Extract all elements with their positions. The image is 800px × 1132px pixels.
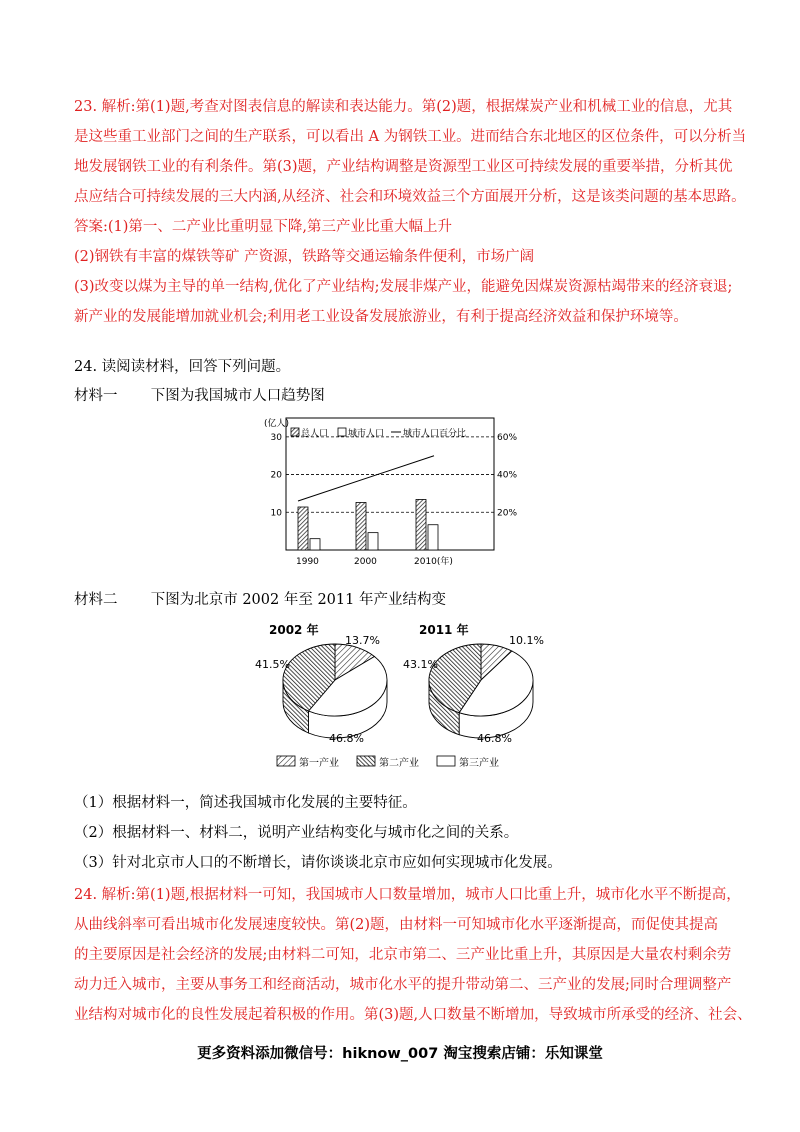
x-tick-label: 1990 bbox=[296, 557, 319, 567]
q24-stem: 24. 读阅读材料，回答下列问题。 bbox=[74, 359, 291, 375]
pie-2002-label-secondary: 41.5% bbox=[255, 658, 290, 671]
answer-1: 答案:(1)第一、二产业比重明显下降,第三产业比重大幅上升 bbox=[74, 219, 453, 235]
pie-2011-title: 2011 年 bbox=[419, 623, 469, 637]
bar-urban-population bbox=[310, 539, 320, 550]
bar-urban-population bbox=[428, 525, 438, 550]
legend-primary: 第一产业 bbox=[299, 758, 339, 769]
y-tick-label: 10 bbox=[270, 508, 282, 519]
x-tick-label: 2000 bbox=[354, 557, 377, 567]
text-line: 23. 解析:第(1)题,考查对图表信息的解读和表达能力。第(2)题，根据煤炭产业和机械工业的信息，尤其 bbox=[74, 99, 733, 115]
y2-tick-label: 20% bbox=[497, 508, 518, 519]
pie-2002-label-primary: 13.7% bbox=[345, 634, 380, 647]
material2-caption: 下图为北京市 2002 年至 2011 年产业结构变 bbox=[150, 592, 446, 608]
text-line: 24. 解析:第(1)题,根据材料一可知，我国城市人口数量增加，城市人口比重上升，城市化水平不断提高， bbox=[74, 887, 741, 903]
bar-urban-population bbox=[368, 533, 378, 550]
legend-swatch-secondary bbox=[357, 756, 375, 766]
x-tick-label: 2010(年) bbox=[414, 557, 453, 567]
legend-tertiary: 第三产业 bbox=[459, 758, 499, 769]
urban-population-chart bbox=[262, 414, 518, 570]
question-3: （3）针对北京市人口的不断增长，请你谈谈北京市应如何实现城市化发展。 bbox=[74, 855, 562, 871]
material2-label: 材料二 bbox=[74, 592, 118, 608]
material2-heading bbox=[74, 588, 446, 609]
pie-2002-label-tertiary: 46.8% bbox=[329, 732, 364, 745]
legend-urban: 城市人口 bbox=[348, 429, 385, 439]
pie-2011-label-primary: 10.1% bbox=[509, 634, 544, 647]
text-line: 的主要原因是社会经济的发展;由材料二可知，北京市第二、三产业比重上升，其原因是大量农村剩余劳 bbox=[74, 947, 732, 963]
answer-3-line: 新产业的发展能增加就业机会;利用老工业设备发展旅游业，有利于提高经济效益和保护环境等。 bbox=[74, 309, 688, 325]
pie-2011-label-tertiary: 46.8% bbox=[477, 732, 512, 745]
legend-swatch-tertiary bbox=[437, 756, 455, 766]
legend-total: 总人口 bbox=[301, 429, 329, 439]
q24-analysis bbox=[74, 880, 752, 1030]
answer-3-line: (3)改变以煤为主导的单一结构,优化了产业结构;发展非煤产业，能避免因煤炭资源枯竭带来的经济衰退; bbox=[74, 279, 733, 295]
pie-legend bbox=[277, 756, 499, 769]
legend-swatch-urban bbox=[338, 428, 346, 436]
y2-tick-label: 60% bbox=[497, 432, 518, 443]
q24-questions bbox=[74, 788, 744, 878]
industry-structure-chart bbox=[255, 618, 555, 778]
q23-analysis bbox=[74, 92, 747, 332]
text-line: 地发展钢铁工业的有利条件。第(3)题，产业结构调整是资源型工业区可持续发展的重要举措，分析其优 bbox=[74, 159, 733, 175]
legend-swatch-primary bbox=[277, 756, 295, 766]
pie-2011-label-secondary: 43.1% bbox=[403, 658, 438, 671]
line-urbanization-rate bbox=[298, 456, 434, 501]
bar-total-population bbox=[298, 507, 308, 550]
bar-total-population bbox=[416, 499, 426, 550]
question-1: （1）根据材料一，简述我国城市化发展的主要特征。 bbox=[74, 795, 417, 811]
text-line: 业结构对城市化的良性发展起着积极的作用。第(3)题,人口数量不断增加，导致城市所承受的经济、社会、 bbox=[74, 1007, 752, 1023]
y2-tick-label: 40% bbox=[497, 470, 518, 481]
legend-secondary: 第二产业 bbox=[379, 758, 419, 769]
material1-heading bbox=[74, 384, 325, 405]
answer-2: (2)钢铁有丰富的煤铁等矿 产资源，铁路等交通运输条件便利，市场广阔 bbox=[74, 249, 535, 265]
material1-label: 材料一 bbox=[74, 388, 118, 404]
y-tick-label: 20 bbox=[270, 470, 282, 481]
text-line: 点应结合可持续发展的三大内涵,从经济、社会和环境效益三个方面展开分析，这是该类问题的基本思路。 bbox=[74, 189, 746, 205]
footer-promo: 更多资料添加微信号：hiknow_007 淘宝搜索店铺：乐知课堂 bbox=[197, 1046, 603, 1062]
legend-swatch-total bbox=[291, 428, 299, 436]
y-unit-label: (亿人) bbox=[264, 419, 290, 429]
text-line: 动力迁入城市，主要从事务工和经商活动，城市化水平的提升带动第二、三产业的发展;同时合理调整产 bbox=[74, 977, 732, 993]
text-line: 从曲线斜率可看出城市化发展速度较快。第(2)题，由材料一可知城市化水平逐渐提高，而促使其提高 bbox=[74, 917, 719, 933]
legend bbox=[291, 427, 466, 439]
y-tick-label: 30 bbox=[270, 432, 282, 443]
pie-2002-title: 2002 年 bbox=[269, 623, 319, 637]
bar-total-population bbox=[356, 502, 366, 550]
text-line: 是这些重工业部门之间的生产联系，可以看出 A 为钢铁工业。进而结合东北地区的区位条件，可以分析当 bbox=[74, 129, 747, 145]
legend-percent: 城市人口百分比 bbox=[403, 429, 467, 439]
question-2: （2）根据材料一、材料二，说明产业结构变化与城市化之间的关系。 bbox=[74, 825, 519, 841]
material1-caption: 下图为我国城市人口趋势图 bbox=[150, 388, 325, 404]
